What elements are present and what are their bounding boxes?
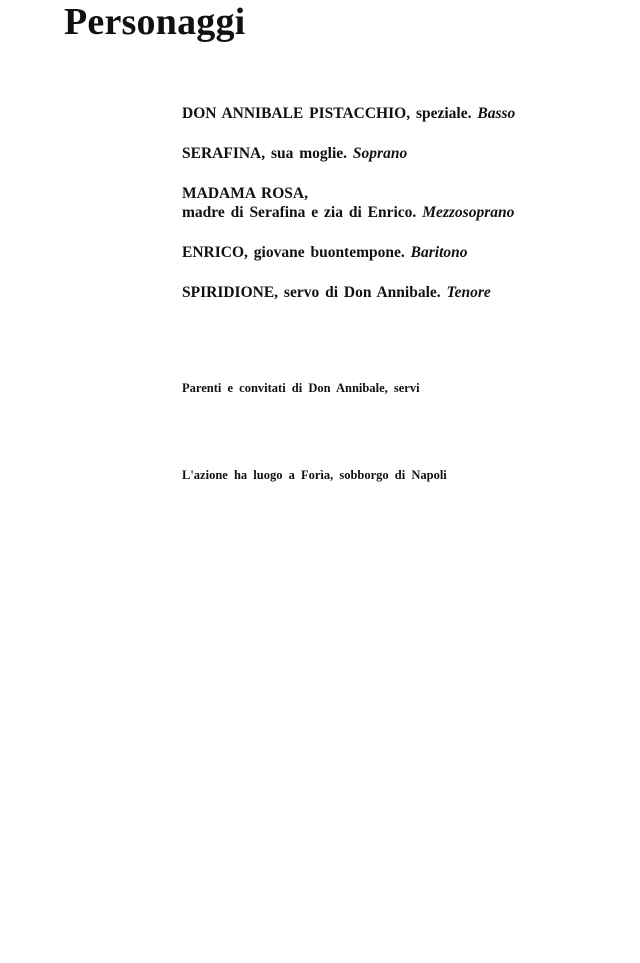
character-name: MADAMA ROSA, [182, 185, 308, 202]
cast-entry-don-annibale [182, 104, 622, 123]
character-name: DON ANNIBALE PISTACCHIO, [182, 105, 411, 122]
cast-entry-spiridione [182, 283, 622, 302]
character-name: SERAFINA, [182, 145, 266, 162]
cast-entry-madama-rosa [182, 184, 622, 222]
character-description-line [182, 203, 622, 222]
character-name: ENRICO, [182, 244, 248, 261]
voice-type: Soprano [352, 145, 408, 162]
character-description: madre di Serafina e zia di Enrico. [182, 204, 417, 221]
cast-list [182, 104, 622, 323]
character-description: giovane buontempone. [253, 244, 405, 261]
voice-type: Mezzosoprano [422, 204, 515, 221]
character-description: sua moglie. [270, 145, 348, 162]
page-title: Personaggi [64, 1, 246, 43]
cast-entry-serafina [182, 144, 622, 163]
chorus-note: Parenti e convitati di Don Annibale, servi [182, 381, 420, 395]
character-name: SPIRIDIONE, [182, 284, 279, 301]
setting-note: L'azione ha luogo a Forìa, sobborgo di Napoli [182, 468, 447, 482]
voice-type: Baritono [410, 244, 468, 261]
voice-type: Tenore [446, 284, 491, 301]
voice-type: Basso [477, 105, 516, 122]
character-description: speziale. [415, 105, 472, 122]
character-description: servo di Don Annibale. [283, 284, 441, 301]
cast-entry-enrico [182, 243, 622, 262]
